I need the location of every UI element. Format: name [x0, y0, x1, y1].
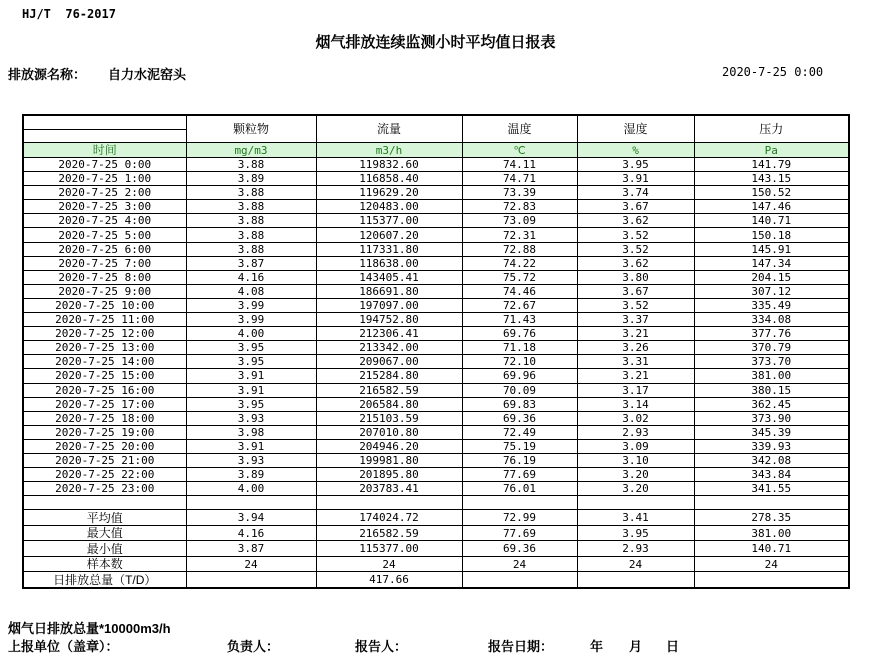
row-value: 3.98 [186, 425, 316, 439]
table-row [23, 214, 849, 228]
row-value: 74.22 [462, 256, 577, 270]
unit-humidity: % [577, 143, 694, 158]
row-value: 69.36 [462, 411, 577, 425]
table-row [23, 158, 849, 172]
table-row [23, 200, 849, 214]
table-row [23, 439, 849, 453]
row-time: 2020-7-25 10:00 [23, 298, 186, 312]
row-value: 335.49 [694, 298, 849, 312]
row-value: 4.00 [186, 327, 316, 341]
row-value: 3.88 [186, 186, 316, 200]
row-value: 74.71 [462, 172, 577, 186]
summary-value: 4.16 [186, 525, 316, 541]
total-emission-note: 烟气日排放总量*10000m3/h [8, 621, 171, 636]
summary-value: 3.94 [186, 510, 316, 526]
row-value: 3.91 [186, 439, 316, 453]
source-line [8, 64, 186, 83]
row-time: 2020-7-25 21:00 [23, 453, 186, 467]
row-value: 343.84 [694, 468, 849, 482]
row-value: 380.15 [694, 383, 849, 397]
row-value: 3.52 [577, 228, 694, 242]
summary-row [23, 525, 849, 541]
row-value: 215103.59 [316, 411, 462, 425]
row-time: 2020-7-25 11:00 [23, 313, 186, 327]
row-value: 3.91 [577, 172, 694, 186]
summary-row [23, 510, 849, 526]
row-value: 373.70 [694, 355, 849, 369]
summary-value: 278.35 [694, 510, 849, 526]
row-time: 2020-7-25 15:00 [23, 369, 186, 383]
row-value: 72.31 [462, 228, 577, 242]
time-column-header: 时间 [23, 143, 186, 158]
row-value: 120483.00 [316, 200, 462, 214]
row-value: 76.01 [462, 482, 577, 496]
row-value: 141.79 [694, 158, 849, 172]
row-value: 186691.80 [316, 284, 462, 298]
row-time: 2020-7-25 5:00 [23, 228, 186, 242]
summary-value: 24 [462, 556, 577, 572]
row-value: 4.08 [186, 284, 316, 298]
spacer-cell [462, 496, 577, 510]
row-time: 2020-7-25 7:00 [23, 256, 186, 270]
row-value: 339.93 [694, 439, 849, 453]
row-value: 4.16 [186, 270, 316, 284]
row-value: 3.21 [577, 369, 694, 383]
row-value: 3.88 [186, 200, 316, 214]
row-value: 147.46 [694, 200, 849, 214]
row-time: 2020-7-25 4:00 [23, 214, 186, 228]
summary-value [186, 572, 316, 588]
row-value: 4.00 [186, 482, 316, 496]
table-row [23, 228, 849, 242]
row-value: 3.88 [186, 228, 316, 242]
row-value: 69.96 [462, 369, 577, 383]
row-value: 3.37 [577, 313, 694, 327]
row-time: 2020-7-25 13:00 [23, 341, 186, 355]
parameter-header-row [23, 115, 849, 130]
summary-value: 77.69 [462, 525, 577, 541]
row-value: 77.69 [462, 468, 577, 482]
responsible-person-label: 负责人： [227, 639, 280, 654]
row-value: 3.89 [186, 468, 316, 482]
col-header-temperature: 温度 [462, 115, 577, 143]
row-value: 341.55 [694, 482, 849, 496]
report-date-label: 报告日期： [488, 639, 554, 654]
row-time: 2020-7-25 3:00 [23, 200, 186, 214]
row-value: 3.95 [577, 158, 694, 172]
table-row [23, 313, 849, 327]
summary-value: 69.36 [462, 541, 577, 557]
row-value: 143405.41 [316, 270, 462, 284]
row-value: 201895.80 [316, 468, 462, 482]
row-value: 345.39 [694, 425, 849, 439]
row-value: 119629.20 [316, 186, 462, 200]
summary-value: 140.71 [694, 541, 849, 557]
spacer-cell [694, 496, 849, 510]
row-time: 2020-7-25 20:00 [23, 439, 186, 453]
row-value: 3.95 [186, 341, 316, 355]
row-value: 150.18 [694, 228, 849, 242]
summary-value: 174024.72 [316, 510, 462, 526]
row-value: 213342.00 [316, 341, 462, 355]
row-value: 3.95 [186, 355, 316, 369]
summary-value: 381.00 [694, 525, 849, 541]
report-unit-label: 上报单位（盖章）： [8, 639, 119, 654]
row-value: 147.34 [694, 256, 849, 270]
table-row [23, 341, 849, 355]
table-row [23, 468, 849, 482]
row-value: 3.10 [577, 453, 694, 467]
row-time: 2020-7-25 14:00 [23, 355, 186, 369]
summary-value: 2.93 [577, 541, 694, 557]
row-value: 370.79 [694, 341, 849, 355]
row-value: 69.83 [462, 397, 577, 411]
row-value: 3.88 [186, 242, 316, 256]
row-time: 2020-7-25 18:00 [23, 411, 186, 425]
table-row [23, 242, 849, 256]
table-row [23, 172, 849, 186]
row-value: 3.02 [577, 411, 694, 425]
row-value: 117331.80 [316, 242, 462, 256]
table-row [23, 482, 849, 496]
row-value: 74.11 [462, 158, 577, 172]
row-value: 72.49 [462, 425, 577, 439]
col-header-particulate: 颗粒物 [186, 115, 316, 143]
row-value: 3.88 [186, 158, 316, 172]
row-value: 373.90 [694, 411, 849, 425]
row-value: 69.76 [462, 327, 577, 341]
row-value: 199981.80 [316, 453, 462, 467]
row-value: 118638.00 [316, 256, 462, 270]
table-row [23, 453, 849, 467]
row-value: 73.39 [462, 186, 577, 200]
summary-value: 24 [186, 556, 316, 572]
table-row [23, 186, 849, 200]
row-time: 2020-7-25 19:00 [23, 425, 186, 439]
summary-row [23, 541, 849, 557]
row-value: 206584.80 [316, 397, 462, 411]
row-value: 72.83 [462, 200, 577, 214]
table-row [23, 411, 849, 425]
row-value: 3.93 [186, 411, 316, 425]
row-value: 2.93 [577, 425, 694, 439]
summary-label: 日排放总量（T/D） [23, 572, 186, 588]
row-value: 204.15 [694, 270, 849, 284]
table-row [23, 284, 849, 298]
table-row [23, 369, 849, 383]
row-time: 2020-7-25 8:00 [23, 270, 186, 284]
row-value: 209067.00 [316, 355, 462, 369]
row-value: 377.76 [694, 327, 849, 341]
row-value: 120607.20 [316, 228, 462, 242]
row-time: 2020-7-25 12:00 [23, 327, 186, 341]
row-value: 140.71 [694, 214, 849, 228]
row-time: 2020-7-25 16:00 [23, 383, 186, 397]
year-label: 年 [590, 639, 604, 654]
summary-value: 115377.00 [316, 541, 462, 557]
row-value: 3.62 [577, 214, 694, 228]
row-value: 3.87 [186, 256, 316, 270]
row-value: 116858.40 [316, 172, 462, 186]
table-row [23, 256, 849, 270]
row-time: 2020-7-25 2:00 [23, 186, 186, 200]
row-value: 334.08 [694, 313, 849, 327]
summary-value: 216582.59 [316, 525, 462, 541]
summary-value [462, 572, 577, 588]
row-time: 2020-7-25 0:00 [23, 158, 186, 172]
row-value: 204946.20 [316, 439, 462, 453]
summary-label: 样本数 [23, 556, 186, 572]
monitoring-table [22, 114, 850, 589]
row-value: 3.99 [186, 298, 316, 312]
row-time: 2020-7-25 1:00 [23, 172, 186, 186]
summary-value: 24 [316, 556, 462, 572]
table-row [23, 355, 849, 369]
row-value: 72.10 [462, 355, 577, 369]
col-header-humidity: 湿度 [577, 115, 694, 143]
unit-temperature: ℃ [462, 143, 577, 158]
standard-number: HJ/T 76-2017 [22, 7, 116, 21]
report-title: 烟气排放连续监测小时平均值日报表 [315, 34, 556, 51]
summary-value: 417.66 [316, 572, 462, 588]
summary-value [577, 572, 694, 588]
table-row [23, 270, 849, 284]
row-value: 71.43 [462, 313, 577, 327]
row-value: 72.67 [462, 298, 577, 312]
reporter-label: 报告人： [355, 639, 408, 654]
summary-value: 3.41 [577, 510, 694, 526]
row-value: 73.09 [462, 214, 577, 228]
row-value: 194752.80 [316, 313, 462, 327]
summary-row [23, 572, 849, 588]
summary-label: 最大值 [23, 525, 186, 541]
month-label: 月 [629, 639, 643, 654]
unit-pressure: Pa [694, 143, 849, 158]
row-value: 3.21 [577, 327, 694, 341]
row-value: 145.91 [694, 242, 849, 256]
row-value: 150.52 [694, 186, 849, 200]
row-value: 203783.41 [316, 482, 462, 496]
row-value: 207010.80 [316, 425, 462, 439]
summary-row [23, 556, 849, 572]
unit-header-row [23, 143, 849, 158]
row-value: 3.52 [577, 298, 694, 312]
row-value: 3.99 [186, 313, 316, 327]
spacer-row [23, 496, 849, 510]
row-value: 342.08 [694, 453, 849, 467]
row-value: 72.88 [462, 242, 577, 256]
summary-value: 3.95 [577, 525, 694, 541]
row-time: 2020-7-25 9:00 [23, 284, 186, 298]
table-row [23, 397, 849, 411]
summary-label: 平均值 [23, 510, 186, 526]
row-value: 381.00 [694, 369, 849, 383]
row-value: 3.80 [577, 270, 694, 284]
row-value: 3.31 [577, 355, 694, 369]
summary-value: 72.99 [462, 510, 577, 526]
row-time: 2020-7-25 22:00 [23, 468, 186, 482]
summary-value [694, 572, 849, 588]
row-value: 3.52 [577, 242, 694, 256]
row-value: 3.20 [577, 482, 694, 496]
table-row [23, 425, 849, 439]
row-value: 3.62 [577, 256, 694, 270]
row-time: 2020-7-25 17:00 [23, 397, 186, 411]
row-value: 3.91 [186, 383, 316, 397]
row-value: 197097.00 [316, 298, 462, 312]
corner-cell-top [23, 115, 186, 130]
col-header-flow: 流量 [316, 115, 462, 143]
row-value: 70.09 [462, 383, 577, 397]
row-value: 3.17 [577, 383, 694, 397]
row-value: 212306.41 [316, 327, 462, 341]
row-value: 74.46 [462, 284, 577, 298]
row-value: 76.19 [462, 453, 577, 467]
row-value: 3.95 [186, 397, 316, 411]
table-row [23, 327, 849, 341]
row-value: 3.93 [186, 453, 316, 467]
table-row [23, 298, 849, 312]
spacer-cell [23, 496, 186, 510]
row-value: 3.91 [186, 369, 316, 383]
row-value: 115377.00 [316, 214, 462, 228]
source-name-value: 自力水泥窑头 [108, 67, 187, 82]
row-value: 215284.80 [316, 369, 462, 383]
row-value: 3.88 [186, 214, 316, 228]
spacer-cell [316, 496, 462, 510]
source-name-label: 排放源名称： [8, 67, 87, 82]
row-value: 3.89 [186, 172, 316, 186]
spacer-cell [186, 496, 316, 510]
summary-label: 最小值 [23, 541, 186, 557]
row-value: 3.74 [577, 186, 694, 200]
row-value: 362.45 [694, 397, 849, 411]
summary-value: 24 [694, 556, 849, 572]
corner-cell-bottom [23, 130, 186, 143]
row-value: 3.67 [577, 284, 694, 298]
row-value: 143.15 [694, 172, 849, 186]
row-value: 3.67 [577, 200, 694, 214]
row-value: 307.12 [694, 284, 849, 298]
report-datetime: 2020-7-25 0:00 [722, 65, 824, 79]
col-header-pressure: 压力 [694, 115, 849, 143]
row-value: 119832.60 [316, 158, 462, 172]
row-value: 3.14 [577, 397, 694, 411]
row-value: 3.09 [577, 439, 694, 453]
unit-particulate: mg/m3 [186, 143, 316, 158]
summary-value: 3.87 [186, 541, 316, 557]
row-value: 71.18 [462, 341, 577, 355]
unit-flow: m3/h [316, 143, 462, 158]
row-value: 75.19 [462, 439, 577, 453]
row-value: 3.20 [577, 468, 694, 482]
row-time: 2020-7-25 23:00 [23, 482, 186, 496]
spacer-cell [577, 496, 694, 510]
row-value: 216582.59 [316, 383, 462, 397]
row-time: 2020-7-25 6:00 [23, 242, 186, 256]
day-label: 日 [666, 639, 680, 654]
row-value: 3.26 [577, 341, 694, 355]
row-value: 75.72 [462, 270, 577, 284]
table-row [23, 383, 849, 397]
summary-value: 24 [577, 556, 694, 572]
